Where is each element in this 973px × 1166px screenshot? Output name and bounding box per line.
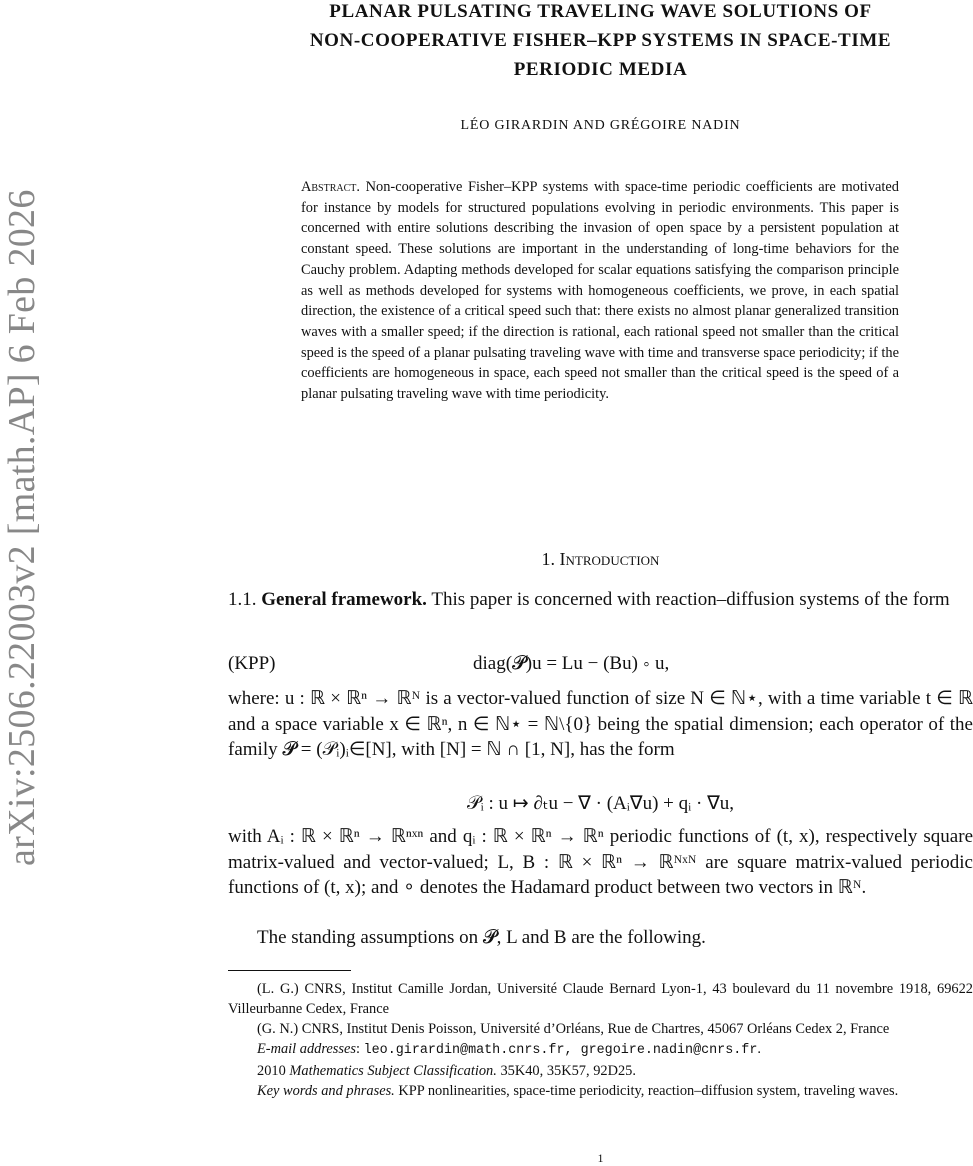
title-line-2: NON-COOPERATIVE FISHER–KPP SYSTEMS IN SPACE-TIME	[309, 30, 892, 51]
arxiv-identifier: arXiv:2506.22003v2 [math.AP] 6 Feb 2026	[1, 189, 43, 866]
page-number: 1	[597, 1151, 604, 1165]
authors: LÉO GIRARDIN AND GRÉGOIRE NADIN	[460, 118, 741, 133]
paragraph-with: with Aᵢ : ℝ × ℝⁿ → ℝⁿˣⁿ and qᵢ : ℝ × ℝⁿ → ℝⁿ periodic functions of (t, x), respectively square matrix-valued and vector-valued; L, B : ℝ × ℝⁿ → ℝᴺˣᴺ are square matrix-valued periodic functions of (t, x); and ∘ denotes the Hadamard product between two vectors in ℝᴺ.	[228, 826, 973, 898]
msc-year: 2010	[257, 1063, 286, 1079]
paragraph-where: where: u : ℝ × ℝⁿ → ℝᴺ is a vector-valued function of size N ∈ ℕ⋆, with a time variable t ∈ ℝ and a space variable x ∈ ℝⁿ, n ∈ ℕ⋆ = ℕ\{0} being the spatial dimension; each operator of the family 𝓟 = (𝒫ᵢ)ᵢ∈[N], with [N] = ℕ ∩ [1, N], has the form	[228, 688, 973, 760]
footnote-gn-affiliation: (G. N.) CNRS, Institut Denis Poisson, Université d’Orléans, Rue de Chartres, 45067 Orléans Cedex 2, France	[257, 1021, 890, 1037]
paragraph-standing: The standing assumptions on 𝓟, L and B are the following.	[257, 927, 706, 948]
keywords-text: KPP nonlinearities, space-time periodicity, reaction–diffusion system, traveling waves.	[398, 1083, 899, 1099]
footnote-lg-affiliation: (L. G.) CNRS, Institut Camille Jordan, Université Claude Bernard Lyon-1, 43 boulevard du 11 novembre 1918, 69622 Villeurbanne Cedex, France	[228, 981, 973, 1017]
msc-codes: 35K40, 35K57, 92D25.	[500, 1063, 636, 1079]
keywords-label: Key words and phrases.	[257, 1083, 395, 1099]
abstract	[301, 177, 899, 405]
footnote-keywords	[228, 1081, 973, 1101]
equation-label: (KPP)	[228, 653, 276, 674]
section-heading	[228, 549, 973, 570]
abstract-text: Non-cooperative Fisher–KPP systems with space-time periodic coefficients are motivated for instance by models for structured populations evolving in periodic environments. This paper is concerned with entire solutions describing the invasion of open space by a persistent population at constant speed. These solutions are important in the understanding of long-time behaviors for the Cauchy problem. Adapting methods developed for scalar equations satisfying the comparison principle as well as methods developed for systems with homogeneous coefficients, we prove, in each spatial direction, the existence of a critical speed such that: there exists no almost planar generalized transition waves with a smaller speed; if the direction is rational, each rational speed not smaller than the critical speed is the speed of a planar pulsating traveling wave with time and transverse space periodicity; if the coefficients are homogeneous in space, each speed not smaller than the critical speed is the speed of a planar pulsating traveling wave with time periodicity.	[301, 179, 899, 403]
paper-title	[228, 0, 973, 84]
footnotes	[228, 979, 973, 1101]
msc-label: Mathematics Subject Classification.	[289, 1063, 497, 1079]
subsection-paragraph	[228, 587, 973, 613]
abstract-label: Abstract.	[301, 179, 360, 195]
title-line-1: PLANAR PULSATING TRAVELING WAVE SOLUTIONS OF	[329, 1, 872, 22]
email-addresses: leo.girardin@math.cnrs.fr, gregoire.nadin@cnrs.fr	[363, 1043, 758, 1058]
section-title: Introduction	[559, 549, 660, 569]
footnote-msc	[228, 1061, 973, 1081]
subsection-intro: This paper is concerned with reaction–diffusion systems of the form	[431, 589, 950, 610]
subsection-number: 1.1.	[228, 589, 257, 610]
section-number: 1.	[541, 549, 556, 569]
title-line-3: PERIODIC MEDIA	[513, 59, 688, 80]
equation-operator: 𝒫ᵢ : u ↦ ∂ₜu − ∇ · (Aᵢ∇u) + qᵢ · ∇u,	[466, 793, 735, 814]
equation-kpp-body: diag(𝓟)u = Lu − (Bu) ∘ u,	[473, 653, 670, 674]
footnote-emails: E-mail addresses: leo.girardin@math.cnrs.fr, gregoire.nadin@cnrs.fr.	[257, 1041, 761, 1058]
subsection-title: General framework.	[261, 589, 427, 610]
footnote-rule	[228, 970, 351, 971]
email-label: E-mail addresses	[257, 1041, 356, 1057]
